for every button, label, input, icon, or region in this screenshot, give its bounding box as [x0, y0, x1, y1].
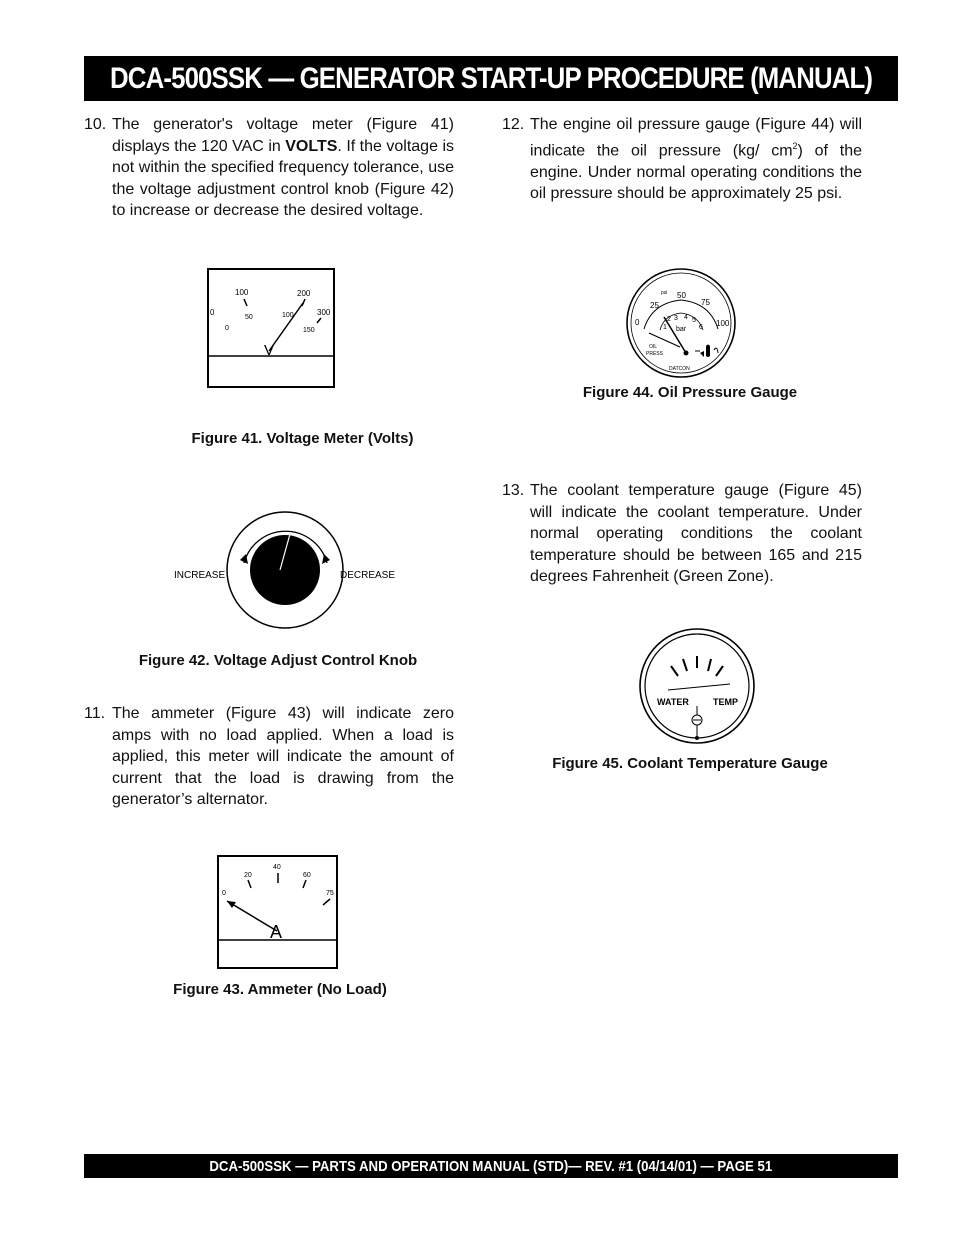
volts-emphasis: VOLTS — [285, 137, 338, 155]
oil-bar-label: bar — [676, 326, 687, 333]
oil-pressure-gauge-figure — [624, 267, 738, 379]
volt-inner-label-50: 50 — [245, 314, 253, 321]
step-text: The ammeter (Figure 43) will indicate zero amps with no load applied. When a load is applied, this meter will indicate the amount of current that the load is drawing from the generator’s alternator. — [112, 705, 454, 809]
step-13 — [502, 480, 862, 590]
knob — [250, 535, 320, 605]
oil-psi-50: 50 — [677, 291, 686, 300]
step-12 — [502, 114, 862, 204]
press-label: PRESS — [646, 351, 663, 357]
coolant-temp-gauge-figure — [638, 626, 756, 746]
volt-inner-label-150: 150 — [303, 327, 315, 334]
oil-bar-6: 6 — [699, 324, 703, 331]
ammeter-figure — [217, 855, 338, 969]
volt-outer-label-0: 0 — [210, 308, 215, 317]
step-10 — [84, 114, 454, 224]
increase-label: INCREASE — [174, 570, 226, 581]
page-footer — [84, 1154, 898, 1178]
step-number: 12. — [502, 116, 525, 133]
oil-psi-25: 25 — [650, 301, 659, 310]
step-text: The coolant temperature gauge (Figure 45) will indicate the coolant temperature. Under normal operating conditions the coolant temperature should be between 165 and 215 degrees Fahrenheit (Green Zone). — [530, 482, 862, 586]
decrease-label: DECREASE — [340, 570, 396, 581]
oil-bar-2: 2 — [667, 316, 671, 323]
amp-label-60: 60 — [303, 872, 311, 879]
step-text: The generator's voltage meter (Figure 41) displays the 120 VAC in VOLTS. If the voltage is not within the specified frequency tolerance, use the voltage adjustment control knob (Figure 42) to increase or decrease the desired voltage. — [112, 116, 454, 220]
amp-label-0: 0 — [222, 890, 226, 897]
temp-label: TEMP — [713, 697, 739, 707]
oil-psi-0: 0 — [635, 318, 640, 327]
amp-label-40: 40 — [273, 864, 281, 871]
figure-42-caption: Figure 42. Voltage Adjust Control Knob — [138, 652, 418, 669]
figure-44-caption: Figure 44. Oil Pressure Gauge — [582, 384, 798, 401]
water-label: WATER — [657, 697, 689, 707]
oil-psi-100: 100 — [716, 319, 730, 328]
oil-bar-4: 4 — [684, 314, 688, 321]
step-text: The engine oil pressure gauge (Figure 44) will indicate the oil pressure (kg/ $cm^2$) of the engine. Under normal operating conditions the oil pressure should be approximately 25 psi. — [530, 116, 862, 203]
oil-bar-3: 3 — [674, 315, 678, 322]
amp-label-20: 20 — [244, 872, 252, 879]
step-number: 13. — [502, 482, 525, 499]
step-11 — [84, 703, 454, 809]
oil-bar-5: 5 — [692, 317, 696, 324]
volt-outer-label-300: 300 — [317, 308, 331, 317]
volt-inner-label-100: 100 — [282, 312, 294, 319]
oil-psi-label: psi — [661, 290, 668, 296]
voltage-adjust-knob-figure — [170, 508, 400, 638]
oil-bar-1: 1 — [663, 324, 667, 331]
page-title: DCA-500SSK — GENERATOR START-UP PROCEDURE (MANUAL) — [109, 61, 873, 95]
oil-psi-75: 75 — [701, 298, 710, 307]
voltage-meter-figure — [207, 268, 335, 388]
figure-43-caption: Figure 43. Ammeter (No Load) — [173, 981, 387, 998]
volt-inner-label-0: 0 — [225, 325, 229, 332]
volt-outer-label-100: 100 — [235, 288, 249, 297]
step-number: 11. — [84, 705, 106, 722]
figure-41-caption: Figure 41. Voltage Meter (Volts) — [191, 430, 414, 447]
volt-outer-label-200: 200 — [297, 289, 311, 298]
amp-label-75: 75 — [326, 890, 334, 897]
figure-45-caption: Figure 45. Coolant Temperature Gauge — [552, 755, 828, 772]
amp-unit: A — [270, 922, 283, 942]
oil-brand: DATCON — [669, 366, 690, 372]
oil-label: OIL — [649, 344, 658, 350]
footer-text: DCA-500SSK — PARTS AND OPERATION MANUAL (STD)— REV. #1 (04/14/01) — PAGE 51 — [209, 1157, 773, 1175]
page-title-bar — [84, 56, 898, 101]
volt-unit: V — [264, 342, 275, 359]
step-number: 10. — [84, 116, 107, 133]
